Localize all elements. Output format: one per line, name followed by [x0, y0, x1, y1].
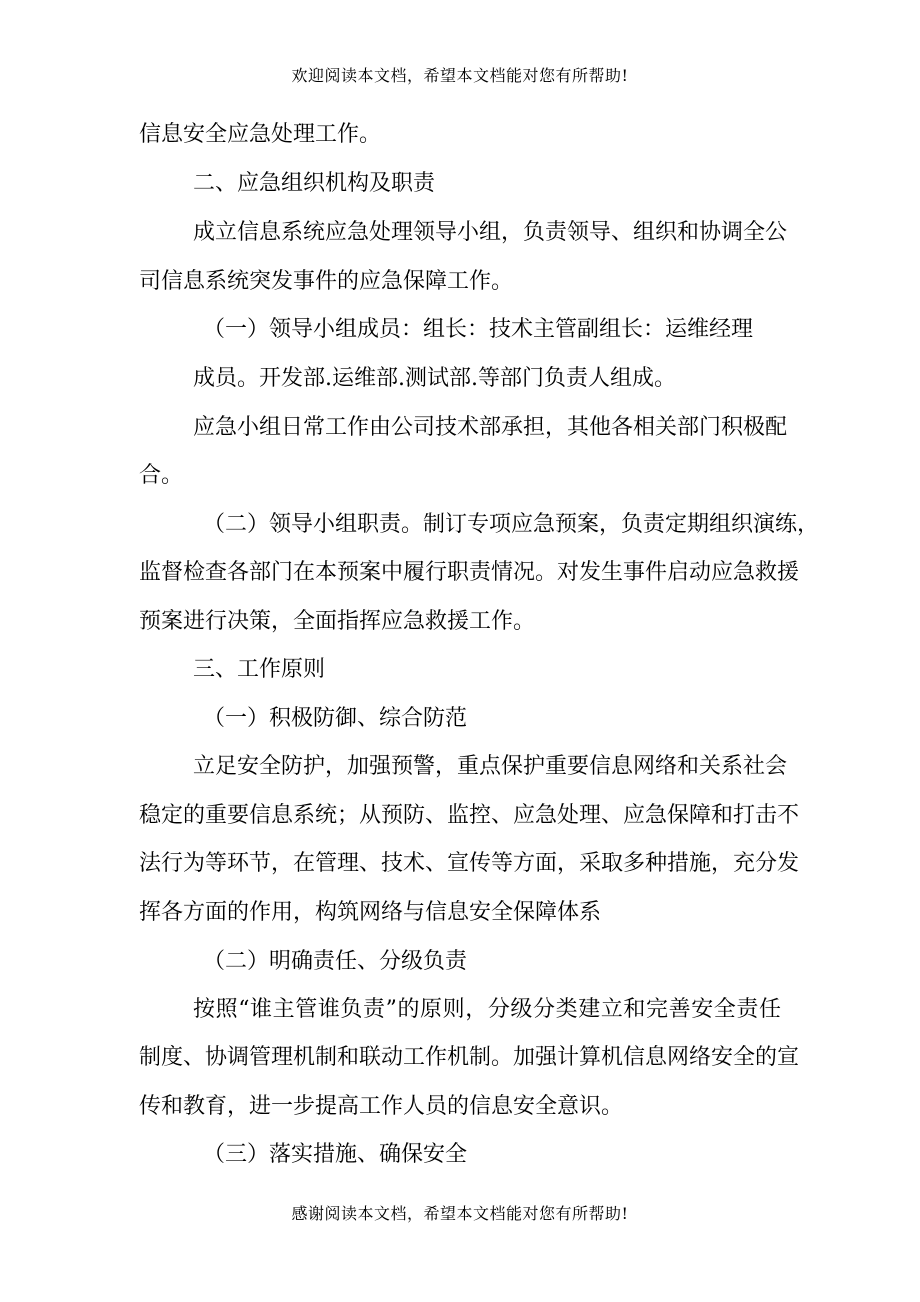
text-line: 成立信息系统应急处理领导小组，负责领导、组织和协调全公 [193, 220, 788, 245]
text-line: 预案进行决策，全面指挥应急救援工作。 [139, 609, 536, 634]
page-footer: 感谢阅读本文档，希望本文档能对您有所帮助! [291, 1204, 629, 1223]
text-line: 按照“谁主管谁负责”的原则，分级分类建立和完善安全责任 [193, 997, 781, 1022]
text-line: 挥各方面的作用，构筑网络与信息安全保障体系 [139, 900, 602, 925]
text-line: 监督检查各部门在本预案中履行职责情况。对发生事件启动应急救援 [139, 560, 800, 585]
text-line: 应急小组日常工作由公司技术部承担，其他各相关部门积极配 [193, 415, 788, 440]
text-line: 制度、协调管理机制和联动工作机制。加强计算机信息网络安全的宣 [139, 1045, 800, 1070]
text-line: 法行为等环节，在管理、技术、宣传等方面，采取多种措施，充分发 [139, 851, 800, 876]
text-line: 传和教育，进一步提高工作人员的信息安全意识。 [139, 1094, 624, 1119]
text-line: 稳定的重要信息系统；从预防、监控、应急处理、应急保障和打击不 [139, 803, 800, 828]
subsection-heading: （一）积极防御、综合防范 [203, 706, 468, 731]
page-header: 欢迎阅读本文档，希望本文档能对您有所帮助! [291, 66, 629, 85]
section-heading: 二、应急组织机构及职责 [193, 171, 436, 196]
subsection-heading: （二）领导小组职责。制订专项应急预案，负责定期组织演练， [203, 512, 820, 537]
text-line: 信息安全应急处理工作。 [139, 122, 382, 147]
text-line: 司信息系统突发事件的应急保障工作。 [139, 269, 514, 294]
subsection-heading: （一）领导小组成员：组长：技术主管副组长：运维经理 [203, 317, 754, 342]
subsection-heading: （三）落实措施、确保安全 [203, 1142, 468, 1167]
subsection-heading: （二）明确责任、分级负责 [203, 949, 468, 974]
section-heading: 三、工作原则 [193, 657, 326, 682]
text-line: 合。 [139, 463, 184, 488]
text-line: 成员。开发部.运维部.测试部.等部门负责人组成。 [193, 366, 676, 391]
text-line: 立足安全防护，加强预警，重点保护重要信息网络和关系社会 [193, 754, 788, 779]
